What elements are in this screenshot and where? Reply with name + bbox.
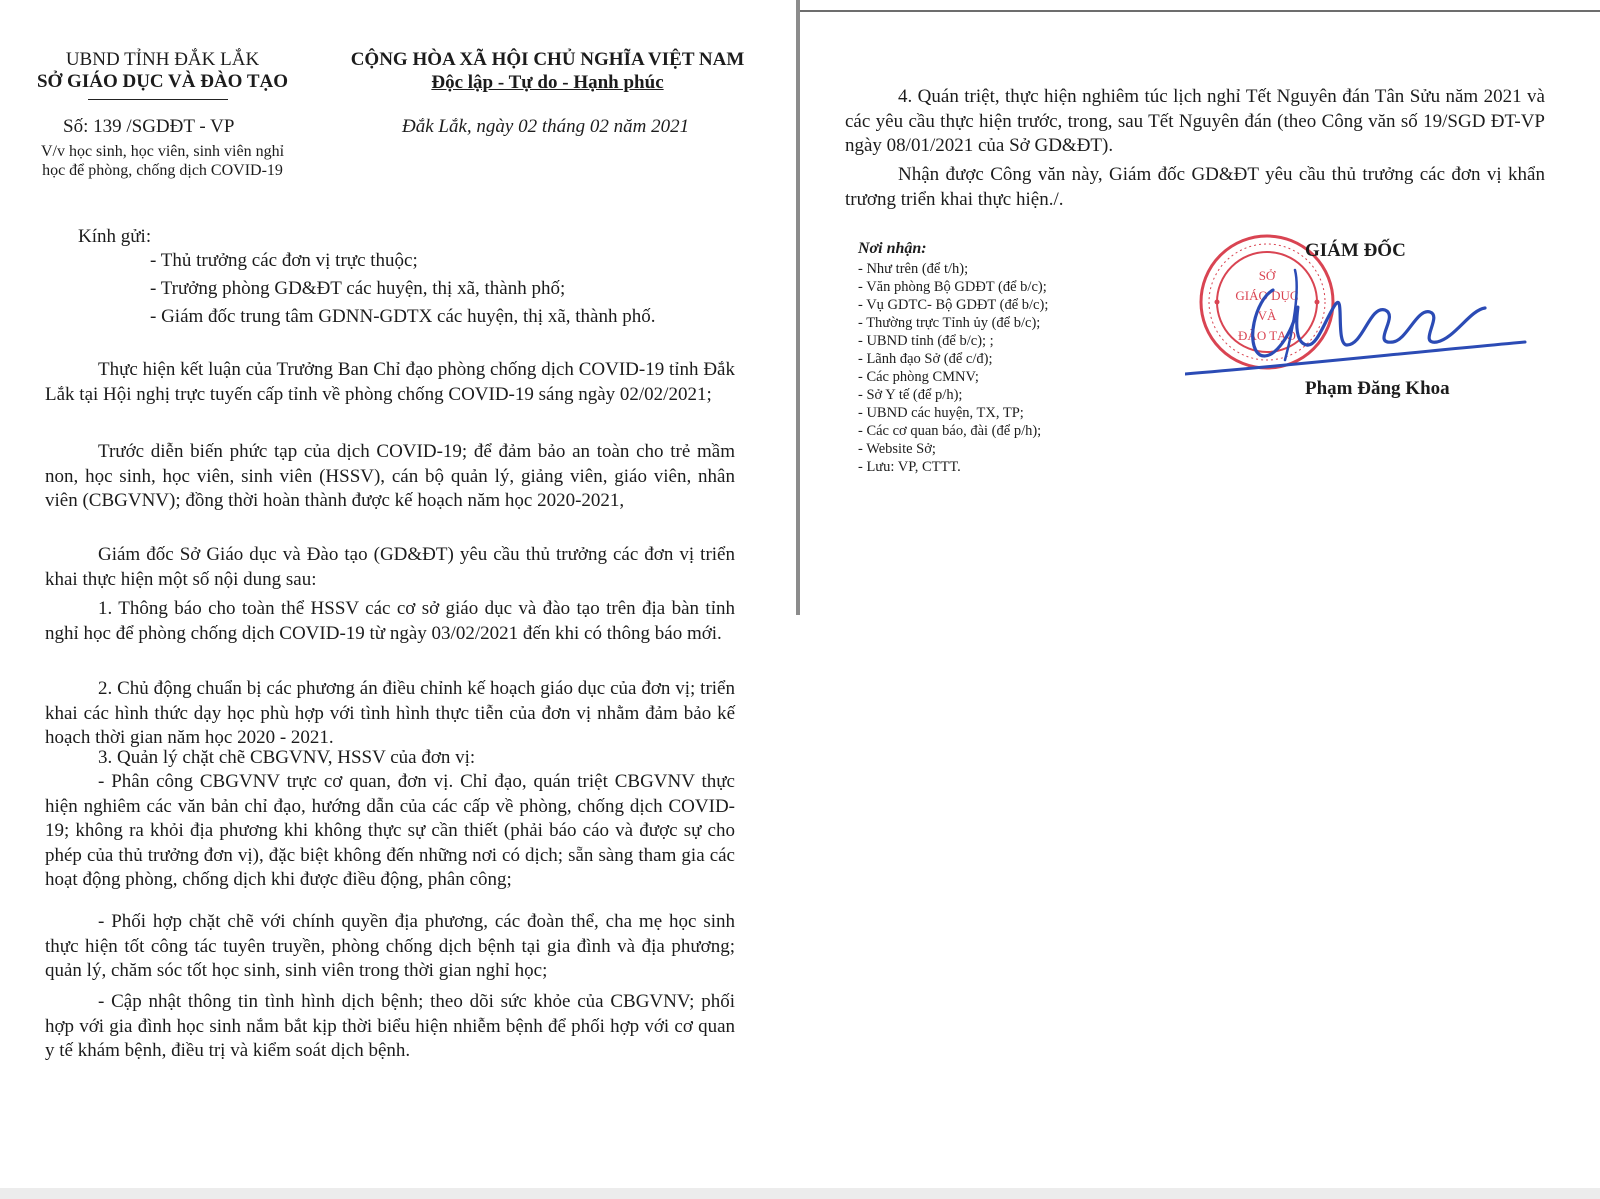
bottom-margin-strip — [0, 1188, 1600, 1199]
subject-line-1: V/v học sinh, học viên, sinh viên nghỉ — [40, 143, 285, 160]
receiver-item: - UBND tỉnh (để b/c); ; — [858, 333, 994, 349]
receiver-item: - Các phòng CMNV; — [858, 369, 979, 385]
body-paragraph: - Cập nhật thông tin tình hình dịch bệnh; theo dõi sức khỏe của CBGVNV; phối hợp với gia đình học sinh nắm bắt kịp thời biểu hiện nhiễm bệnh để phối hợp với cơ quan y tế khám bệnh, điều trị và kiểm soát dịch bệnh. — [45, 991, 735, 1061]
recipient-item: - Thủ trưởng các đơn vị trực thuộc; — [150, 250, 418, 271]
department-name: SỞ GIÁO DỤC VÀ ĐÀO TẠO — [36, 71, 289, 92]
left-document-page — [0, 0, 796, 1199]
body-paragraph: - Phối hợp chặt chẽ với chính quyền địa phương, các đoàn thể, cha mẹ học sinh thực hiện tốt công tác tuyên truyền, phòng chống dịch bệnh tại gia đình và địa phương; quản lý, chăm sóc tốt học sinh, sinh viên trong thời gian nghỉ học; — [45, 911, 735, 981]
handwritten-signature — [1185, 250, 1530, 385]
receiver-item: - Văn phòng Bộ GDĐT (để b/c); — [858, 279, 1047, 295]
document-number: Số: 139 /SGDĐT - VP — [63, 116, 235, 137]
body-paragraph: Nhận được Công văn này, Giám đốc GD&ĐT yêu cầu thủ trưởng các đơn vị khẩn trương triển khai thực hiện./. — [845, 164, 1545, 210]
body-paragraph: 3. Quản lý chặt chẽ CBGVNV, HSSV của đơn vị: — [98, 747, 476, 768]
recipient-item: - Trưởng phòng GD&ĐT các huyện, thị xã, thành phố; — [150, 278, 566, 299]
receiver-item: - UBND các huyện, TX, TP; — [858, 405, 1024, 421]
body-paragraph: - Phân công CBGVNV trực cơ quan, đơn vị. Chỉ đạo, quán triệt CBGVNV thực hiện nghiêm các văn bản chỉ đạo, hướng dẫn của các cấp về phòng, chống dịch COVID-19; không ra khỏi địa phương khi không thực sự cần thiết (phải báo cáo và được sự cho phép của thủ trưởng đơn vị), đặc biệt không đến những nơi có dịch; sẵn sàng tham gia các hoạt động phòng, chống dịch khi được điều động, phân công; — [45, 771, 735, 890]
greeting: Kính gửi: — [78, 226, 152, 247]
recipient-item: - Giám đốc trung tâm GDNN-GDTX các huyện, thị xã, thành phố. — [150, 306, 656, 327]
place-and-date: Đắk Lắk, ngày 02 tháng 02 năm 2021 — [402, 116, 690, 137]
department-underline — [88, 99, 228, 100]
right-document-page — [800, 0, 1600, 1199]
stamp-text: ĐÀO TẠO — [1238, 328, 1296, 343]
body-paragraph: Giám đốc Sở Giáo dục và Đào tạo (GD&ĐT) yêu cầu thủ trưởng các đơn vị triển khai thực hiện một số nội dung sau: — [45, 544, 735, 590]
receiver-item: - Website Sở; — [858, 441, 936, 457]
body-paragraph: Trước diễn biến phức tạp của dịch COVID-19; để đảm bảo an toàn cho trẻ mầm non, học sinh, học viên, sinh viên (HSSV), cán bộ quản lý, giảng viên, giáo viên, nhân viên (CBGVNV); đồng thời hoàn thành được kế hoạch năm học 2020-2021, — [45, 441, 735, 511]
receiver-item: - Sở Y tế (để p/h); — [858, 387, 963, 403]
receiver-item: - Lưu: VP, CTTT. — [858, 459, 961, 475]
country-name: CỘNG HÒA XÃ HỘI CHỦ NGHĨA VIỆT NAM — [350, 49, 745, 70]
receivers-title: Nơi nhận: — [858, 240, 927, 257]
subject-line-2: học để phòng, chống dịch COVID-19 — [42, 162, 283, 179]
body-paragraph: 1. Thông báo cho toàn thể HSSV các cơ sở giáo dục và đào tạo trên địa bàn tỉnh nghỉ học để phòng chống dịch COVID-19 từ ngày 03/02/2021 đến khi có thông báo mới. — [45, 598, 735, 644]
receiver-item: - Các cơ quan báo, đài (để p/h); — [858, 423, 1042, 439]
receiver-item: - Như trên (để t/h); — [858, 261, 969, 277]
body-paragraph: 4. Quán triệt, thực hiện nghiêm túc lịch nghỉ Tết Nguyên đán Tân Sửu năm 2021 và các yêu cầu thực hiện trước, trong, sau Tết Nguyên đán (theo Công văn số 19/SGD ĐT-VP ngày 08/01/2021 của Sở GD&ĐT). — [845, 86, 1545, 156]
signature-underline — [1185, 342, 1525, 374]
stamp-text: GIÁO DỤC — [1235, 288, 1299, 303]
body-paragraph: 2. Chủ động chuẩn bị các phương án điều chỉnh kế hoạch giáo dục của đơn vị; triển khai các hình thức dạy học phù hợp với tình hình thực tiễn của đơn vị nhằm đảm bảo kế hoạch thời gian năm học 2020 - 2021. — [45, 678, 735, 748]
stamp-text: VÀ — [1257, 308, 1277, 323]
signer-title: GIÁM ĐỐC — [1305, 240, 1406, 261]
agency-name: UBND TỈNH ĐẮK LẮK — [65, 49, 260, 70]
body-paragraph: Thực hiện kết luận của Trưởng Ban Chỉ đạo phòng chống dịch COVID-19 tỉnh Đắk Lắk tại Hội nghị trực tuyến cấp tỉnh về phòng chống COVID-19 sáng ngày 02/02/2021; — [45, 359, 735, 405]
stamp-text: SỞ — [1258, 268, 1276, 283]
signature-stroke — [1285, 270, 1297, 360]
receiver-item: - Vụ GDTC- Bộ GDĐT (để b/c); — [858, 297, 1049, 313]
signer-name: Phạm Đăng Khoa — [1305, 378, 1450, 399]
page-edge-line — [800, 10, 1600, 12]
national-motto: Độc lập - Tự do - Hạnh phúc — [431, 72, 664, 93]
receiver-item: - Thường trực Tỉnh ủy (để b/c); — [858, 315, 1041, 331]
receiver-item: - Lãnh đạo Sở (để c/đ); — [858, 351, 993, 367]
